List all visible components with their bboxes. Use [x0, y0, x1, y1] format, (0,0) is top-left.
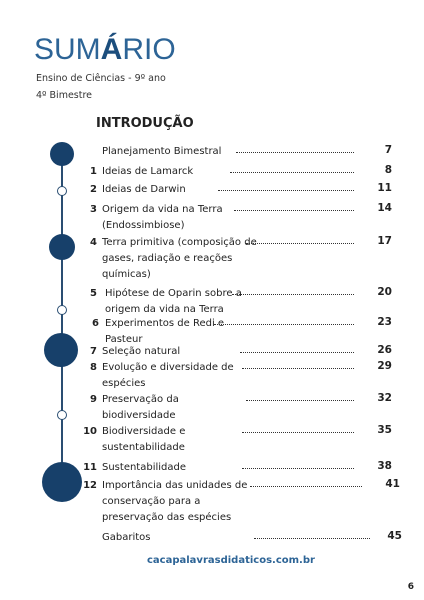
timeline-dot-small [57, 186, 67, 196]
toc-entry-title: Biodiversidade e [102, 426, 186, 437]
toc-entry-number: 8 [90, 362, 97, 373]
toc-entry-number: 5 [90, 288, 97, 299]
toc-entry-title-line2: (Endossimbiose) [102, 220, 185, 231]
timeline-dot-large [49, 234, 75, 260]
dot-leader [254, 538, 370, 539]
toc-entry-number: 1 [90, 166, 97, 177]
toc-entry-number: 12 [83, 480, 97, 491]
toc-entry-title: Terra primitiva (composição de [102, 237, 257, 248]
section-heading: INTRODUÇÃO [96, 116, 194, 131]
dot-leader [242, 468, 354, 469]
timeline-dot-large [42, 462, 82, 502]
toc-entry-title-line2: biodiversidade [102, 410, 176, 421]
toc-page-number: 17 [377, 235, 392, 247]
dot-leader [214, 324, 354, 325]
dot-leader [232, 294, 354, 295]
toc-entry-title: Origem da vida na Terra [102, 204, 223, 215]
toc-entry-title: Hipótese de Oparin sobre a [105, 288, 242, 299]
page-title: SUMÁRIO [34, 33, 176, 66]
timeline-dot-small [57, 305, 67, 315]
dot-leader [242, 368, 354, 369]
toc-entry-title-line2: conservação para a [102, 496, 201, 507]
toc-entry-number: 3 [90, 204, 97, 215]
toc-entry-title-line3: preservação das espécies [102, 512, 232, 523]
toc-entry-title: Planejamento Bimestral [102, 146, 222, 157]
toc-entry-number: 10 [83, 426, 97, 437]
toc-entry-title-line2: sustentabilidade [102, 442, 185, 453]
page-number: 6 [407, 582, 414, 592]
dot-leader [236, 152, 354, 153]
timeline-line [61, 153, 63, 486]
toc-entry-title: Preservação da [102, 394, 179, 405]
timeline-dot-large [44, 333, 78, 367]
toc-page-number: 32 [377, 392, 392, 404]
subtitle: Ensino de Ciências - 9º ano [36, 73, 166, 84]
dot-leader [250, 486, 362, 487]
dot-leader [230, 172, 354, 173]
dot-leader [240, 352, 354, 353]
toc-page-number: 23 [377, 316, 392, 328]
toc-page-number: 35 [377, 424, 392, 436]
toc-entry-title-line2: origem da vida na Terra [105, 304, 224, 315]
dot-leader [246, 243, 354, 244]
toc-entry-title-line3: químicas) [102, 269, 151, 280]
toc-entry-title-line2: Pasteur [105, 334, 143, 345]
toc-entry-title-line2: gases, radiação e reações [102, 253, 233, 264]
toc-entry-number: 4 [90, 237, 97, 248]
toc-page-number: 45 [387, 530, 402, 542]
toc-entry-title: Sustentabilidade [102, 462, 187, 473]
toc-entry-title-line2: espécies [102, 378, 146, 389]
bimester-label: 4º Bimestre [36, 90, 93, 101]
toc-page-number: 26 [377, 344, 392, 356]
toc-page-number: 14 [377, 202, 392, 214]
timeline-dot-large [50, 142, 74, 166]
toc-entry-title: Gabaritos [102, 532, 151, 543]
toc-entry-number: 2 [90, 184, 97, 195]
toc-page-number: 8 [384, 164, 392, 176]
timeline-dot-small [57, 410, 67, 420]
toc-page-number: 29 [377, 360, 392, 372]
dot-leader [218, 190, 354, 191]
toc-entry-number: 11 [83, 462, 97, 473]
toc-page-number: 41 [385, 478, 400, 490]
toc-entry-number: 7 [90, 346, 97, 357]
toc-entry-title: Evolução e diversidade de [102, 362, 234, 373]
toc-page-number: 7 [384, 144, 392, 156]
toc-entry-title: Ideias de Darwin [102, 184, 186, 195]
toc-entry-title: Experimentos de Redi e [105, 318, 225, 329]
toc-page-number: 11 [377, 182, 392, 194]
toc-entry-title: Importância das unidades de [102, 480, 248, 491]
toc-entry-number: 6 [92, 318, 99, 329]
toc-entry-number: 9 [90, 394, 97, 405]
dot-leader [234, 210, 354, 211]
dot-leader [246, 400, 354, 401]
toc-entry-title: Seleção natural [102, 346, 181, 357]
toc-page-number: 38 [377, 460, 392, 472]
dot-leader [242, 432, 354, 433]
toc-entry-title: Ideias de Lamarck [102, 166, 194, 177]
website-link[interactable]: cacapalavrasdidaticos.com.br [147, 555, 315, 566]
toc-page-number: 20 [377, 286, 392, 298]
